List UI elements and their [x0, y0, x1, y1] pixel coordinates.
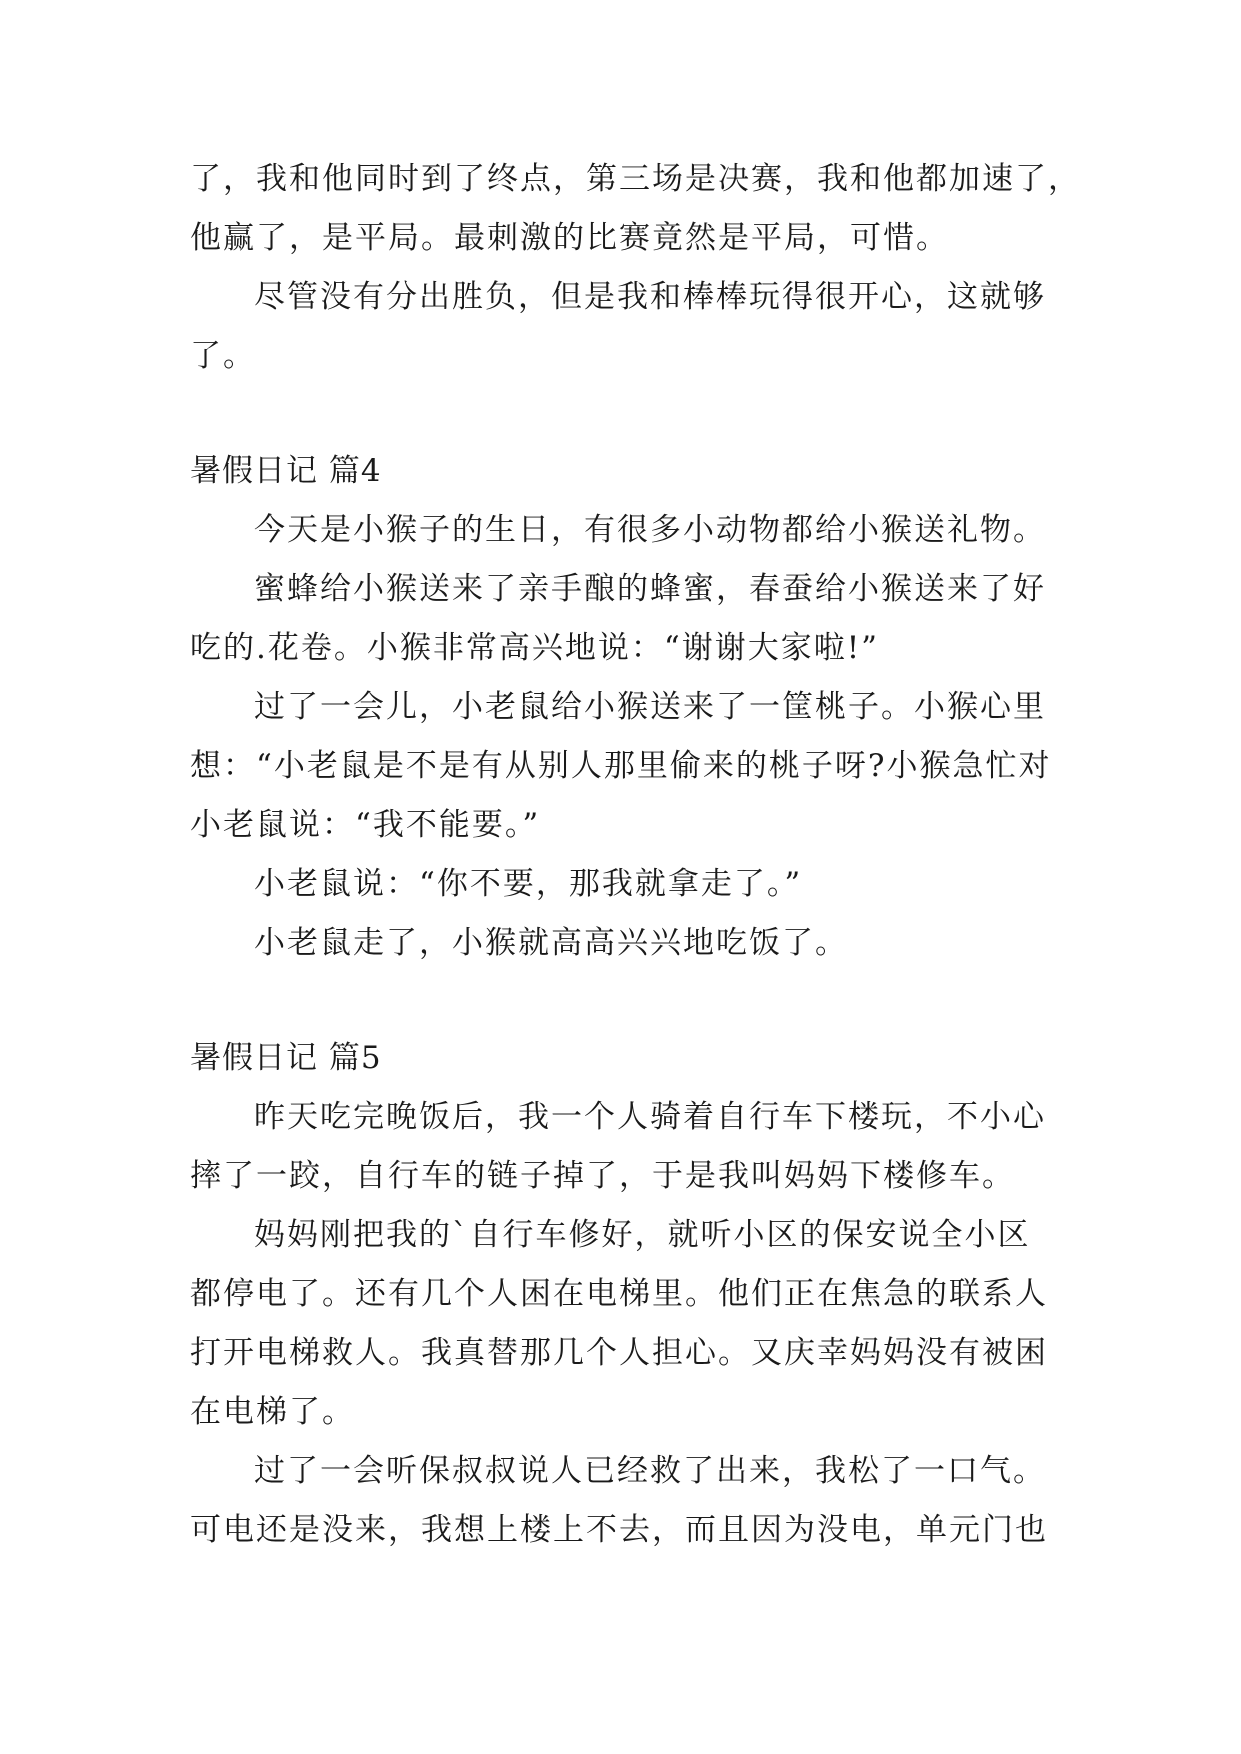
text-line: 吃的.花卷。小猴非常高兴地说：“谢谢大家啦!”: [190, 630, 880, 666]
text-line: 今天是小猴子的生日，有很多小动物都给小猴送礼物。: [254, 512, 1046, 548]
text-line: 他赢了，是平局。最刺激的比赛竟然是平局，可惜。: [190, 220, 949, 256]
text-line: 摔了一跤，自行车的链子掉了，于是我叫妈妈下楼修车。: [190, 1158, 1015, 1194]
paragraph: [190, 855, 1060, 914]
section-title: 暑假日记 篇5: [190, 1040, 382, 1076]
text-line: 可电还是没来，我想上楼上不去，而且因为没电，单元门也: [190, 1512, 1048, 1548]
paragraph: [190, 1206, 1060, 1442]
text-line: 小老鼠说：“你不要，那我就拿走了。”: [254, 866, 803, 902]
text-line: 尽管没有分出胜负，但是我和棒棒玩得很开心，这就够: [254, 279, 1046, 315]
paragraph: [190, 268, 1060, 386]
text-line: 在电梯了。: [190, 1394, 355, 1430]
section-gap: [190, 386, 1060, 442]
paragraph: [190, 560, 1060, 678]
text-line: 小老鼠走了，小猴就高高兴兴地吃饭了。: [254, 925, 848, 961]
text-line: 蜜蜂给小猴送来了亲手酿的蜂蜜，春蚕给小猴送来了好: [254, 571, 1046, 607]
paragraph: [190, 501, 1060, 560]
text-line: 想：“小老鼠是不是有从别人那里偷来的桃子呀?小猴急忙对: [190, 748, 1052, 784]
paragraph: [190, 678, 1060, 855]
document-page: [190, 150, 1081, 1560]
text-line: 昨天吃完晚饭后，我一个人骑着自行车下楼玩，不小心: [254, 1099, 1046, 1135]
text-line: 小老鼠说：“我不能要。”: [190, 807, 541, 843]
paragraph: [190, 1088, 1060, 1206]
text-line: 都停电了。还有几个人困在电梯里。他们正在焦急的联系人: [190, 1276, 1048, 1312]
text-line: 了，我和他同时到了终点，第三场是决赛，我和他都加速了，: [190, 161, 1081, 197]
paragraph: [190, 150, 1081, 268]
text-line: 打开电梯救人。我真替那几个人担心。又庆幸妈妈没有被困: [190, 1335, 1048, 1371]
paragraph: [190, 1442, 1060, 1560]
text-line: 过了一会儿，小老鼠给小猴送来了一筐桃子。小猴心里: [254, 689, 1046, 725]
text-line: 妈妈刚把我的`自行车修好，就听小区的保安说全小区: [254, 1217, 1031, 1253]
section-title: 暑假日记 篇4: [190, 453, 382, 489]
text-line: 了。: [190, 338, 256, 374]
text-line: 过了一会听保叔叔说人已经救了出来，我松了一口气。: [254, 1453, 1046, 1489]
paragraph: [190, 914, 1060, 973]
section-gap: [190, 973, 1060, 1029]
